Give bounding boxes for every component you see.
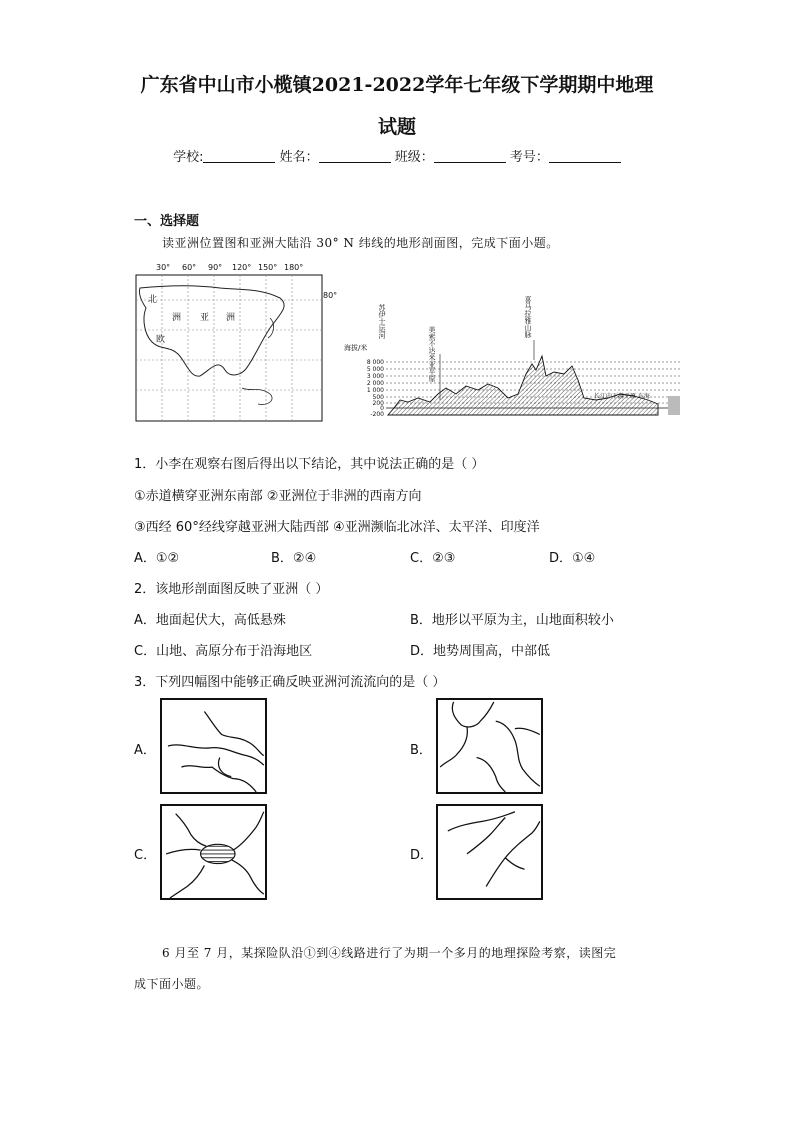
asia-location-map xyxy=(130,258,345,428)
himalaya-label: 喜马拉雅山脉 xyxy=(524,296,532,338)
q2-option-c[interactable]: C．山地、高原分布于沿海地区 xyxy=(134,644,313,659)
school-blank[interactable] xyxy=(203,150,275,163)
q1-option-c[interactable]: C．②③ xyxy=(410,551,456,566)
section-heading: 一、选择题 xyxy=(134,214,200,229)
ytick-label: 5 000 xyxy=(366,366,384,373)
yangtze-label: 长江中下游平原 东海 xyxy=(594,393,650,400)
mesopotamia-label: 美索不达米亚平原 xyxy=(428,326,436,382)
map-label: 洲 xyxy=(226,313,236,323)
number-label: 考号： xyxy=(509,150,549,165)
q2-stem: 2．该地形剖面图反映了亚洲（ ） xyxy=(134,582,329,597)
japan-outline xyxy=(268,318,274,338)
lon-label: 150° xyxy=(258,263,278,272)
map-label: 亚 xyxy=(200,313,210,323)
q2-option-d[interactable]: D．地势周围高，中部低 xyxy=(410,644,551,659)
page-title-line2: 试题 xyxy=(377,116,416,138)
name-label: 姓名： xyxy=(279,150,319,165)
river-map-c[interactable] xyxy=(160,804,267,900)
lon-label: 180° xyxy=(284,263,304,272)
school-label: 学校: xyxy=(173,150,204,165)
intro-text-1: 读亚洲位置图和亚洲大陆沿 30° N 纬线的地形剖面图，完成下面小题。 xyxy=(162,236,559,250)
q3-option-c[interactable]: C． xyxy=(134,848,157,863)
q1-statement-2: ③西经 60°经线穿越亚洲大陆西部 ④亚洲濒临北冰洋、太平洋、印度洋 xyxy=(134,520,540,535)
archipelago-outline xyxy=(242,388,272,404)
map-label: 洲 xyxy=(172,313,182,323)
terrain-profile-chart xyxy=(338,290,683,425)
class-blank[interactable] xyxy=(434,150,506,163)
lon-label: 120° xyxy=(232,263,252,272)
q3-option-b[interactable]: B． xyxy=(410,743,432,758)
river-map-d[interactable] xyxy=(436,804,543,900)
q1-option-d[interactable]: D．①④ xyxy=(549,551,596,566)
ytick-label: 8 000 xyxy=(366,359,384,366)
sea-block xyxy=(668,396,680,415)
suez-label: 苏伊士运河 xyxy=(378,304,386,339)
ytick-label: 200 xyxy=(372,400,384,407)
q2-option-b[interactable]: B．地形以平原为主，山地面积较小 xyxy=(410,613,614,628)
q1-option-a[interactable]: A．①② xyxy=(134,551,180,566)
ytick-label: 0 xyxy=(380,405,384,412)
name-blank[interactable] xyxy=(319,150,391,163)
q2-option-a[interactable]: A．地面起伏大，高低悬殊 xyxy=(134,613,286,628)
page-title: 广东省中山市小榄镇2021-2022学年七年级下学期期中地理 xyxy=(140,74,654,96)
lon-label: 60° xyxy=(182,263,197,272)
q3-option-d[interactable]: D． xyxy=(410,848,434,863)
river-map-a[interactable] xyxy=(160,698,267,794)
ytick-label: 3 000 xyxy=(366,373,384,380)
intro-text-2b: 成下面小题。 xyxy=(134,977,210,991)
q1-statement-1: ①赤道横穿亚洲东南部 ②亚洲位于非洲的西南方向 xyxy=(134,489,422,504)
lake-shape xyxy=(201,844,236,863)
q1-option-b[interactable]: B．②④ xyxy=(271,551,317,566)
map-label: 欧 xyxy=(156,335,166,345)
ytick-label: 500 xyxy=(372,394,384,401)
q3-stem: 3．下列四幅图中能够正确反映亚洲河流流向的是（ ） xyxy=(134,675,446,690)
class-label: 班级： xyxy=(394,150,434,165)
profile-ylabel: 海拔/米 xyxy=(344,344,368,352)
asia-outline xyxy=(139,286,284,376)
intro-text-2: 6 月至 7 月，某探险队沿①到④线路进行了为期一个多月的地理探险考察，读图完 xyxy=(162,946,617,960)
lon-label: 30° xyxy=(156,263,171,272)
river-map-b[interactable] xyxy=(436,698,543,794)
q1-stem: 1．小李在观察右图后得出以下结论，其中说法正确的是（ ） xyxy=(134,457,485,472)
ytick-label: -200 xyxy=(370,411,384,418)
q3-option-a[interactable]: A． xyxy=(134,743,156,758)
lat-label: 80° xyxy=(323,291,338,300)
lon-label: 90° xyxy=(208,263,223,272)
ytick-label: 2 000 xyxy=(366,380,384,387)
student-info xyxy=(0,146,794,165)
number-blank[interactable] xyxy=(549,150,621,163)
ytick-label: 1 000 xyxy=(366,387,384,394)
map-label: 北 xyxy=(148,295,158,305)
